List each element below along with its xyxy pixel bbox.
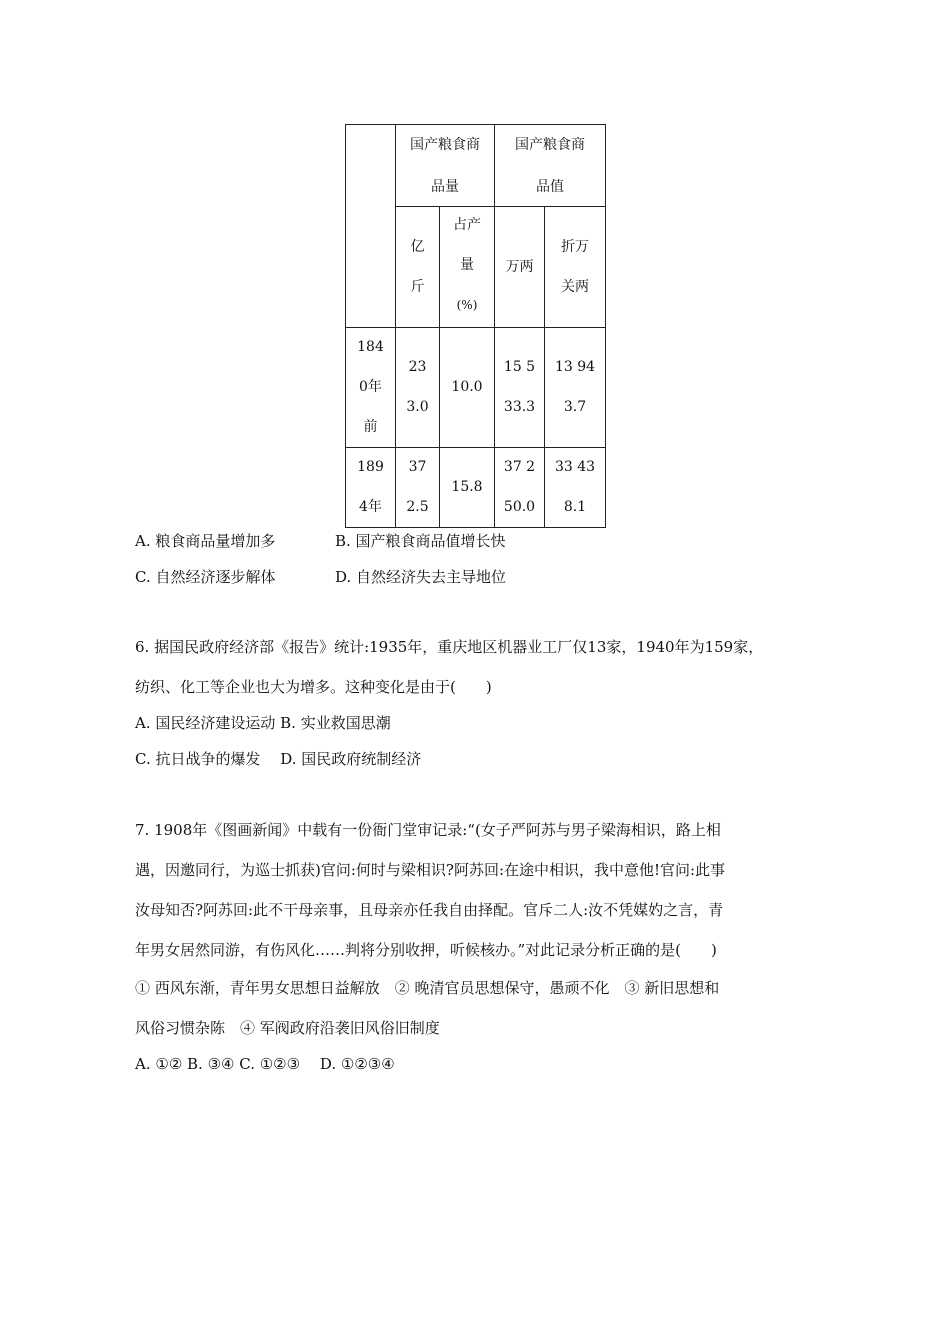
q7-statements-line-2: 风俗习惯杂陈 ④ 军阀政府沿袭旧风俗旧制度	[135, 1019, 440, 1037]
table-row	[346, 327, 606, 447]
row-1894-value: 37 2 50.0	[495, 447, 545, 527]
table-row	[346, 447, 606, 527]
q5-options-ab	[135, 531, 506, 551]
q7-stem-line-3: 汝母知否?阿苏回:此不干母亲事，且母亲亦任我自由择配。官斥二人:汝不凭媒妁之言，青	[135, 901, 724, 919]
q7-options[interactable]: A. ①② B. ③④ C. ①②③ D. ①②③④	[135, 1055, 395, 1073]
q5-option-b[interactable]: B. 国产粮食商品值增长快	[335, 532, 506, 550]
q5-option-d[interactable]: D. 自然经济失去主导地位	[335, 568, 507, 586]
header-guan-liang: 折万 关两	[545, 207, 606, 327]
header-grain-value: 国产粮食商 品值	[495, 125, 606, 207]
header-grain-quantity: 国产粮食商 品量	[396, 125, 495, 207]
row-1894-share: 15.8	[440, 447, 495, 527]
row-year-1840: 184 0年 前	[346, 327, 396, 447]
row-1840-guan-value: 13 94 3.7	[545, 327, 606, 447]
row-1840-share: 10.0	[440, 327, 495, 447]
q7-stem-line-4: 年男女居然同游，有伤风化……判将分别收押，听候核办。”对此记录分析正确的是( )	[135, 941, 717, 959]
q5-option-c[interactable]: C. 自然经济逐步解体	[135, 568, 276, 586]
row-1840-value: 15 5 33.3	[495, 327, 545, 447]
row-1894-quantity: 37 2.5	[396, 447, 440, 527]
q7-statements-line-1: ① 西风东渐，青年男女思想日益解放 ② 晚清官员思想保守，愚顽不化 ③ 新旧思想和	[135, 979, 720, 997]
header-wan-liang: 万两	[495, 207, 545, 327]
row-1894-guan-value: 33 43 8.1	[545, 447, 606, 527]
q5-options-cd	[135, 567, 506, 587]
row-year-1894: 189 4年	[346, 447, 396, 527]
table-corner-cell	[346, 125, 396, 328]
q6-options-ab[interactable]: A. 国民经济建设运动 B. 实业救国思潮	[135, 714, 391, 732]
row-1840-quantity: 23 3.0	[396, 327, 440, 447]
q5-option-a[interactable]: A. 粮食商品量增加多	[135, 532, 276, 550]
grain-data-table	[345, 124, 606, 528]
q7-stem-line-2: 遇，因邀同行，为巡士抓获)官问:何时与梁相识?阿苏回:在途中相识，我中意他!官问:此事	[135, 861, 726, 879]
q6-stem-line-1: 6. 据国民政府经济部《报告》统计:1935年，重庆地区机器业工厂仅13家，1940年为159家，	[135, 638, 764, 656]
q6-options-cd[interactable]: C. 抗日战争的爆发 D. 国民政府统制经济	[135, 750, 422, 768]
q6-stem-line-2: 纺织、化工等企业也大为增多。这种变化是由于( )	[135, 678, 492, 696]
header-share-of-output: 占产 量 (%)	[440, 207, 495, 327]
q7-stem-line-1: 7. 1908年《图画新闻》中载有一份衙门堂审记录:“(女子严阿苏与男子梁海相识，路上相	[135, 821, 721, 839]
header-yi-jin: 亿 斤	[396, 207, 440, 327]
